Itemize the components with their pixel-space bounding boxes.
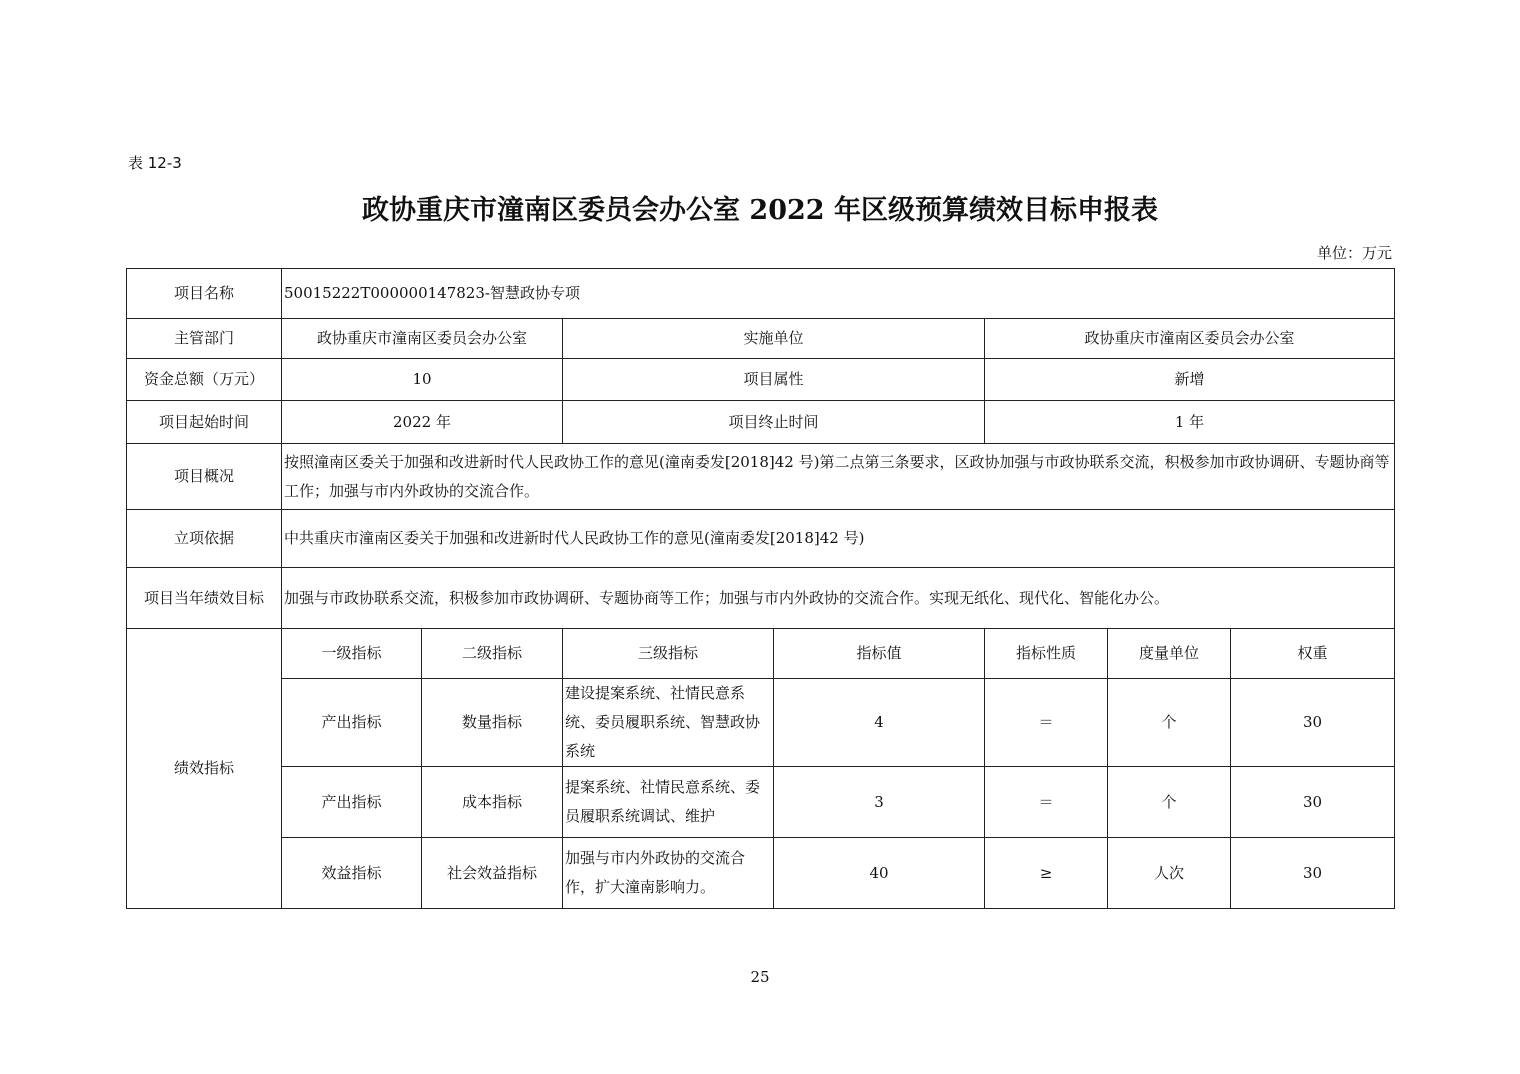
indicator-level3: 加强与市内外政协的交流合作，扩大潼南影响力。 <box>563 838 774 909</box>
indicator-nature: ＝ <box>985 767 1108 838</box>
basis-value: 中共重庆市潼南区委关于加强和改进新时代人民政协工作的意见(潼南委发[2018]42 号) <box>282 510 1395 568</box>
header-level2: 二级指标 <box>422 629 563 679</box>
indicator-unit: 个 <box>1108 767 1231 838</box>
fund-total-value: 10 <box>282 359 563 401</box>
indicator-level3: 建设提案系统、社情民意系统、委员履职系统、智慧政协系统 <box>563 679 774 767</box>
overview-label: 项目概况 <box>127 444 282 510</box>
project-attribute-label: 项目属性 <box>563 359 985 401</box>
indicator-level2: 成本指标 <box>422 767 563 838</box>
header-nature: 指标性质 <box>985 629 1108 679</box>
indicator-value: 40 <box>774 838 985 909</box>
supervising-dept-value: 政协重庆市潼南区委员会办公室 <box>282 319 563 359</box>
project-attribute-value: 新增 <box>985 359 1395 401</box>
table-number: 表 12-3 <box>128 154 182 172</box>
basis-row <box>127 510 1395 568</box>
indicator-level1: 产出指标 <box>282 679 422 767</box>
annual-goal-value: 加强与市政协联系交流，积极参加市政协调研、专题协商等工作；加强与市内外政协的交流合作。实现无纸化、现代化、智能化办公。 <box>282 568 1395 629</box>
indicator-weight: 30 <box>1231 767 1395 838</box>
period-row <box>127 401 1395 444</box>
indicator-value: 3 <box>774 767 985 838</box>
indicator-value: 4 <box>774 679 985 767</box>
indicator-row <box>127 679 1395 767</box>
indicator-level1: 产出指标 <box>282 767 422 838</box>
basis-label: 立项依据 <box>127 510 282 568</box>
indicator-nature: ≥ <box>985 838 1108 909</box>
document-title: 政协重庆市潼南区委员会办公室 2022 年区级预算绩效目标申报表 <box>362 195 1158 226</box>
indicators-section-label: 绩效指标 <box>127 629 282 909</box>
indicator-unit: 人次 <box>1108 838 1231 909</box>
indicator-level1: 效益指标 <box>282 838 422 909</box>
supervising-dept-label: 主管部门 <box>127 319 282 359</box>
fund-total-label: 资金总额（万元） <box>127 359 282 401</box>
indicator-level2: 社会效益指标 <box>422 838 563 909</box>
department-row <box>127 319 1395 359</box>
header-level3: 三级指标 <box>563 629 774 679</box>
end-time-label: 项目终止时间 <box>563 401 985 444</box>
project-name-label: 项目名称 <box>127 269 282 319</box>
budget-performance-table <box>126 268 1395 909</box>
page-number: 25 <box>750 968 770 986</box>
project-name-value: 50015222T000000147823-智慧政协专项 <box>282 269 1395 319</box>
end-time-value: 1 年 <box>985 401 1395 444</box>
indicator-nature: ＝ <box>985 679 1108 767</box>
indicator-level2: 数量指标 <box>422 679 563 767</box>
indicator-row <box>127 767 1395 838</box>
goal-row <box>127 568 1395 629</box>
overview-value: 按照潼南区委关于加强和改进新时代人民政协工作的意见(潼南委发[2018]42 号)第二点第三条要求，区政协加强与市政协联系交流，积极参加市政协调研、专题协商等工作；加强与市内外政协的交流合作。 <box>282 444 1395 510</box>
implementing-unit-label: 实施单位 <box>563 319 985 359</box>
header-weight: 权重 <box>1231 629 1395 679</box>
header-value: 指标值 <box>774 629 985 679</box>
indicator-level3: 提案系统、社情民意系统、委员履职系统调试、维护 <box>563 767 774 838</box>
indicator-unit: 个 <box>1108 679 1231 767</box>
unit-label: 单位：万元 <box>1316 244 1392 262</box>
annual-goal-label: 项目当年绩效目标 <box>127 568 282 629</box>
project-name-row <box>127 269 1395 319</box>
indicator-row <box>127 838 1395 909</box>
start-time-value: 2022 年 <box>282 401 563 444</box>
header-level1: 一级指标 <box>282 629 422 679</box>
indicator-weight: 30 <box>1231 679 1395 767</box>
implementing-unit-value: 政协重庆市潼南区委员会办公室 <box>985 319 1395 359</box>
indicator-header-row <box>127 629 1395 679</box>
start-time-label: 项目起始时间 <box>127 401 282 444</box>
fund-row <box>127 359 1395 401</box>
indicator-weight: 30 <box>1231 838 1395 909</box>
header-unit: 度量单位 <box>1108 629 1231 679</box>
overview-row <box>127 444 1395 510</box>
